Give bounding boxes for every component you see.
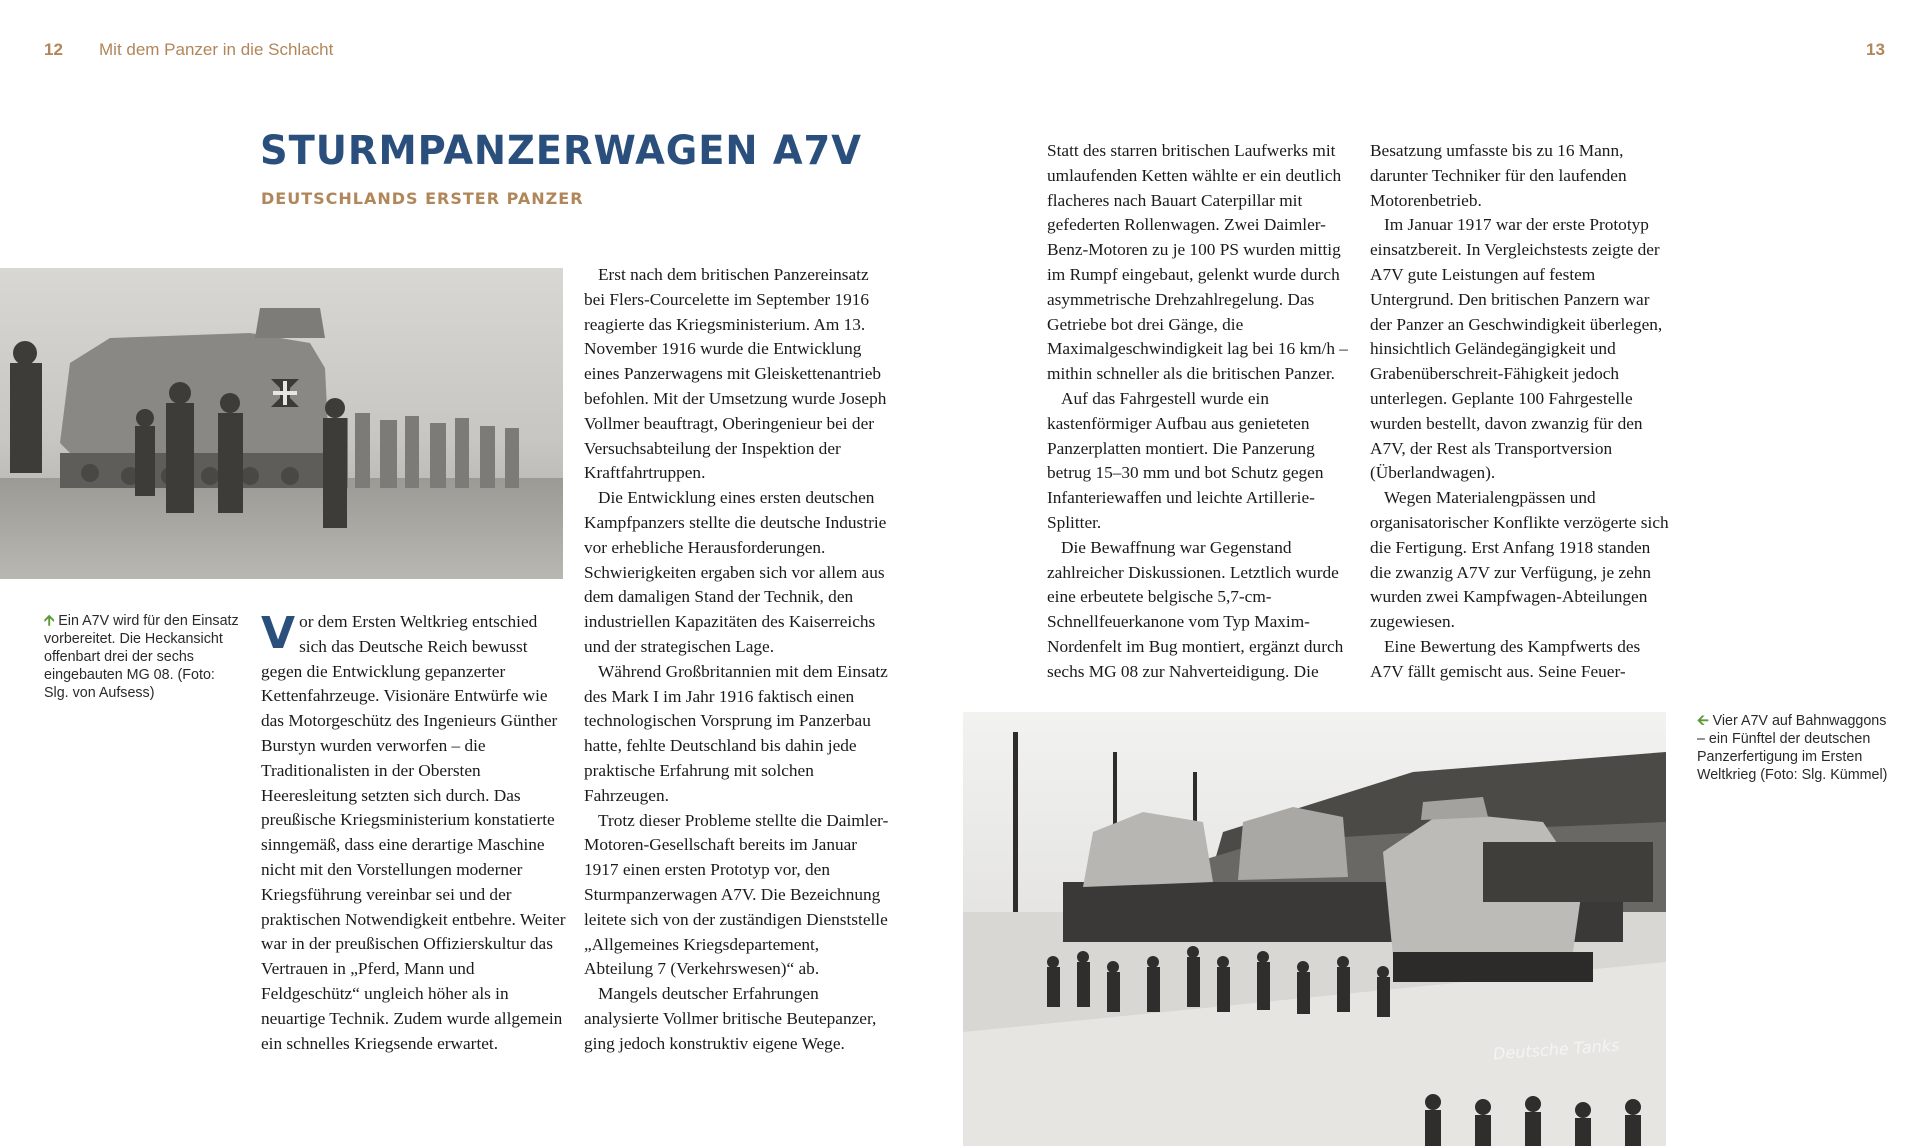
- paragraph: Die Bewaffnung war Gegenstand zahlreicher Diskussionen. Letztlich wurde eine erbeutete belgische 5,7-cm-Schnellfeuerkanone vom Typ Maxim-Nordenfelt im Bug montiert, ergänzt durch sechs MG 08 zur Nahverteidigung. Die: [1047, 537, 1344, 681]
- paragraph: Wegen Materialengpässen und organisatorischer Konflikte verzögerte sich die Fertigung. Erst Anfang 1918 standen die zwanzig A7V zur Verfügung, je zehn wurden zwei Kampfwagen-Abteilungen zugewiesen.: [1370, 488, 1669, 632]
- paragraph: Besatzung umfasste bis zu 16 Mann, darunter Techniker für den laufenden Motorenbetrieb.: [1370, 141, 1627, 210]
- left-page-number: 12: [44, 40, 63, 59]
- text-column-3: [1047, 139, 1352, 685]
- article-title: STURMPANZERWAGEN A7V: [260, 128, 862, 174]
- right-page-number: 13: [1866, 40, 1885, 59]
- running-title: Mit dem Panzer in die Schlacht: [99, 40, 334, 59]
- paragraph: Während Großbritannien mit dem Einsatz des Mark I im Jahr 1916 faktisch einen technologischen Vorsprung im Panzerbau hatte, fehlte Deutschland bis dahin jede praktische Erfahrung mit solchen Fahrzeugen.: [584, 661, 888, 805]
- paragraph-text: or dem Ersten Weltkrieg entschied sich das Deutsche Reich bewusst gegen die Entwicklung gepanzerter Kettenfahrzeuge. Visionäre Entwürfe wie das Motorgeschütz des Ingenieurs Günther Burstyn wurden verworfen – die Traditionalisten in der Obersten Heeresleitung setzten sich durch. Das preußische Kriegsministerium konstatierte sinngemäß, dass eine derartige Maschine nicht mit den Vorstellungen moderner Kriegsführung vereinbar sei und der praktischen Notwendigkeit entbehre. Weiter war in der preußischen Offizierskultur das Vertrauen in „Pferd, Mann und Feldgeschütz“ ungleich höher als in neuartige Technik. Zudem wurde allgemein ein schnelles Kriegsende erwartet.: [261, 612, 566, 1053]
- paragraph: Auf das Fahrgestell wurde ein kastenförmiger Aufbau aus genieteten Panzerplatten montiert. Die Panzerung betrug 15–30 mm und bot Schutz gegen Infanteriewaffen und leichte Artillerie-Splitter.: [1047, 388, 1324, 532]
- paragraph: Eine Bewertung des Kampfwerts des A7V fällt gemischt aus. Seine Feuer-: [1370, 636, 1641, 681]
- paragraph: Erst nach dem britischen Panzereinsatz bei Flers-Courcelette im September 1916 reagierte das Kriegsministerium. Am 13. November 1916 wurde die Entwicklung eines Panzerwagens mit Gleiskettenantrieb befohlen. Mit der Umsetzung wurde Joseph Vollmer beauftragt, Oberingenieur bei der Versuchsabteilung der Inspektion der Kraftfahrtruppen.: [584, 265, 887, 483]
- photo-inscription: Deutsche Tanks: [1492, 1035, 1620, 1064]
- arrow-up-icon: 🡩: [44, 613, 55, 629]
- paragraph: Die Entwicklung eines ersten deutschen Kampfpanzers stellte die deutsche Industrie vor erhebliche Herausforderungen. Schwierigkeiten ergaben sich vor allem aus dem damaligen Stand der Technik, den industriellen Kapazitäten des Kaiserreichs und der strategischen Lage.: [584, 488, 887, 656]
- text-column-4: [1370, 139, 1670, 685]
- text-column-2: [584, 263, 889, 1057]
- paragraph: Trotz dieser Probleme stellte die Daimler-Motoren-Gesellschaft bereits im Januar 1917 einen ersten Prototyp vor, den Sturmpanzerwagen A7V. Die Bezeichnung leitete sich von der zuständigen Dienststelle „Allgemeines Kriegsdepartement, Abteilung 7 (Verkehrswesen)“ ab.: [584, 810, 889, 979]
- photo-caption-top: [44, 612, 240, 702]
- drop-cap: V: [261, 608, 296, 659]
- photo-a7v-on-railway-wagons: [963, 712, 1666, 1146]
- paragraph: Mangels deutscher Erfahrungen analysierte Vollmer britische Beutepanzer, ging jedoch konstruktiv eigene Wege.: [584, 984, 877, 1053]
- paragraph: [261, 610, 566, 1056]
- photo-caption-bottom: [1697, 712, 1893, 784]
- caption-text: Ein A7V wird für den Einsatz vorbereitet. Die Heckansicht offenbart drei der sechs eingebauten MG 08. (Foto: Slg. von Aufsess): [44, 613, 239, 701]
- paragraph: Statt des starren britischen Laufwerks mit umlaufenden Ketten wählte er ein deutlich flacheres nach Bauart Caterpillar mit gefederten Rollenwagen. Zwei Daimler-Benz-Motoren zu je 100 PS wurden mittig im Rumpf eingebaut, gelenkt wurde durch asymmetrische Drehzahlregelung. Das Getriebe bot drei Gänge, die Maximalgeschwindigkeit lag bei 16 km/h – mithin schneller als die britischen Panzer.: [1047, 141, 1348, 384]
- caption-text: Vier A7V auf Bahnwaggons – ein Fünftel der deutschen Panzerfertigung im Ersten Weltkrieg (Foto: Slg. Kümmel): [1697, 713, 1888, 783]
- arrow-left-icon: 🡨: [1697, 713, 1709, 729]
- photo-a7v-rear-view: [0, 268, 563, 579]
- text-column-1: [261, 610, 566, 1056]
- paragraph: Im Januar 1917 war der erste Prototyp einsatzbereit. In Vergleichstests zeigte der A7V gute Leistungen auf festem Untergrund. Den britischen Panzern war der Panzer an Geschwindigkeit überlegen, hinsichtlich Geländegängigkeit und Grabenüberschreit-Fähigkeit jedoch unterlegen. Geplante 100 Fahrgestelle wurden bestellt, davon zwanzig für den A7V, der Rest als Transportversion (Überlandwagen).: [1370, 215, 1663, 483]
- article-subtitle: DEUTSCHLANDS ERSTER PANZER: [261, 189, 584, 208]
